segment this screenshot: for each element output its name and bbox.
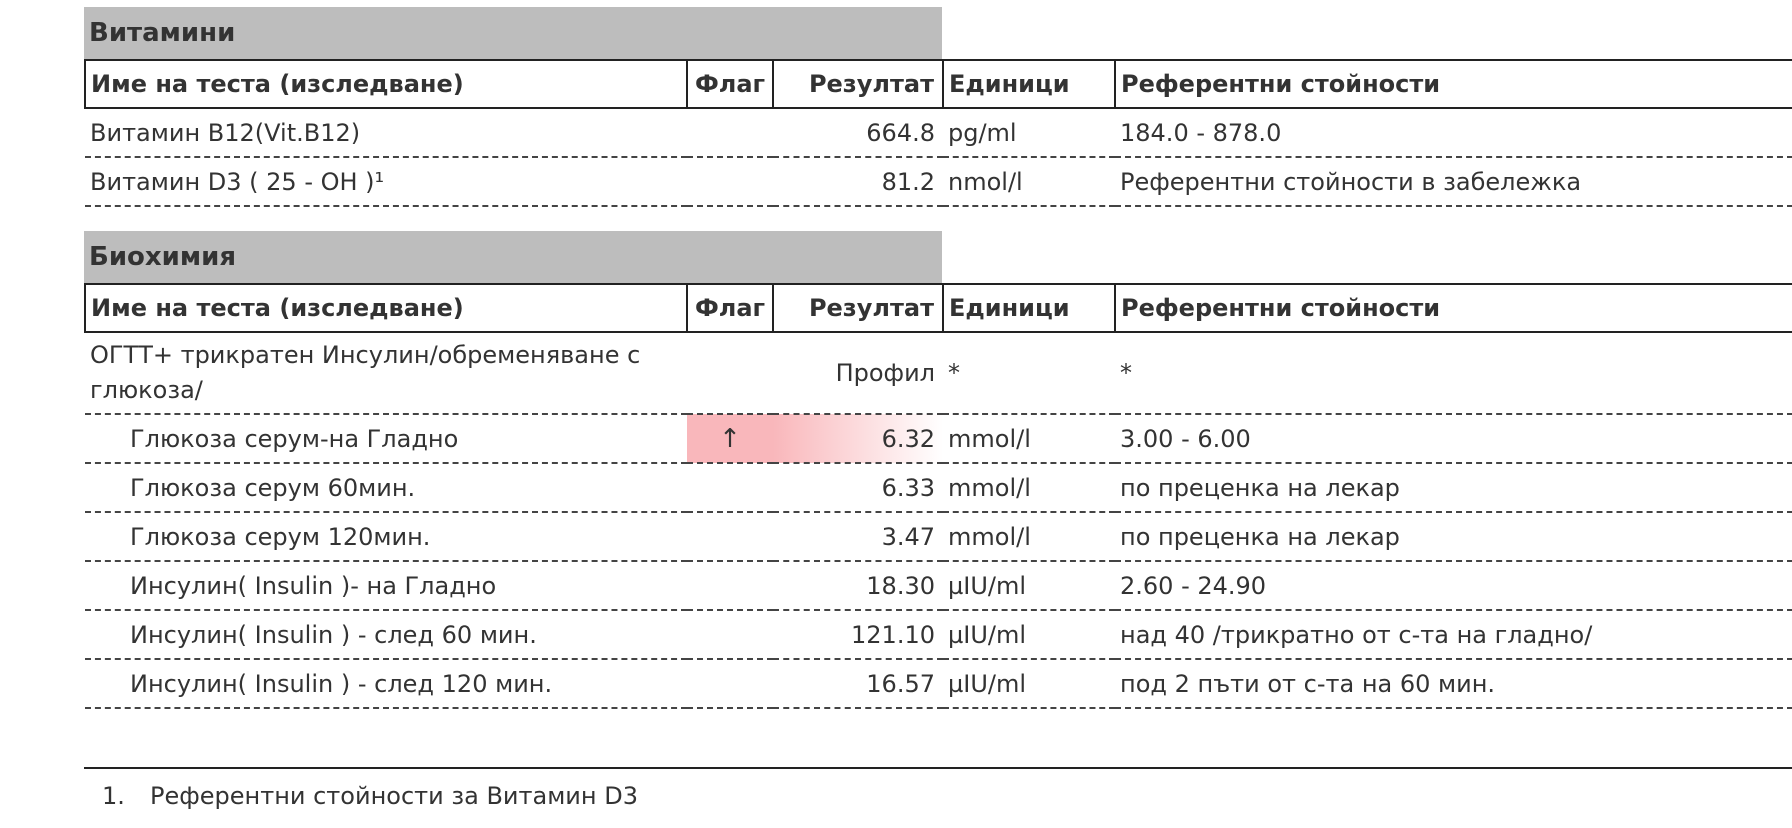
test-result: 81.2 (773, 157, 943, 206)
test-flag (687, 659, 773, 708)
column-header-reference: Референтни стойности (1115, 60, 1792, 108)
test-units: µIU/ml (943, 659, 1115, 708)
section-vitamins (84, 7, 1792, 207)
results-table (84, 59, 1792, 207)
test-name: Витамин D3 ( 25 - OH )¹ (85, 157, 687, 206)
column-header-name: Име на теста (изследване) (85, 60, 687, 108)
footnote (102, 782, 638, 810)
table-header-row (85, 60, 1792, 108)
test-result: 18.30 (773, 561, 943, 610)
test-result: 6.32 (773, 414, 943, 463)
test-result: 6.33 (773, 463, 943, 512)
table-header-row (85, 284, 1792, 332)
test-result: Профил (773, 332, 943, 414)
table-row (85, 512, 1792, 561)
test-reference: 2.60 - 24.90 (1115, 561, 1792, 610)
section-biochemistry (84, 231, 1792, 709)
test-units: nmol/l (943, 157, 1115, 206)
footnote-number: 1. (102, 782, 125, 810)
column-header-reference: Референтни стойности (1115, 284, 1792, 332)
column-header-flag: Флаг (687, 60, 773, 108)
section-title: Биохимия (84, 231, 942, 283)
test-name: Глюкоза серум 60мин. (85, 463, 687, 512)
column-header-result: Резултат (773, 60, 943, 108)
column-header-flag: Флаг (687, 284, 773, 332)
column-header-result: Резултат (773, 284, 943, 332)
test-reference: под 2 пъти от с-та на 60 мин. (1115, 659, 1792, 708)
footnote-text: Референтни стойности за Витамин D3 (150, 782, 638, 810)
test-name: ОГТТ+ трикратен Инсулин/обременяване с глюкоза/ (85, 332, 687, 414)
test-reference: Референтни стойности в забележка (1115, 157, 1792, 206)
column-header-units: Единици (943, 60, 1115, 108)
test-result: 121.10 (773, 610, 943, 659)
test-result: 3.47 (773, 512, 943, 561)
test-units: µIU/ml (943, 610, 1115, 659)
results-table (84, 283, 1792, 709)
test-result: 664.8 (773, 108, 943, 157)
test-units: pg/ml (943, 108, 1115, 157)
test-units: µIU/ml (943, 561, 1115, 610)
table-row (85, 332, 1792, 414)
test-reference: по преценка на лекар (1115, 463, 1792, 512)
footnote-divider (84, 767, 1792, 769)
section-title: Витамини (84, 7, 942, 59)
table-row (85, 157, 1792, 206)
column-header-units: Единици (943, 284, 1115, 332)
test-flag (687, 512, 773, 561)
test-reference: 184.0 - 878.0 (1115, 108, 1792, 157)
test-units: mmol/l (943, 463, 1115, 512)
test-flag (687, 108, 773, 157)
table-row (85, 561, 1792, 610)
test-name: Инсулин( Insulin ) - след 60 мин. (85, 610, 687, 659)
test-units: mmol/l (943, 512, 1115, 561)
test-flag (687, 463, 773, 512)
table-row (85, 659, 1792, 708)
test-name: Инсулин( Insulin )- на Гладно (85, 561, 687, 610)
table-row (85, 414, 1792, 463)
test-reference: по преценка на лекар (1115, 512, 1792, 561)
test-name: Витамин B12(Vit.B12) (85, 108, 687, 157)
lab-results-page (84, 7, 1792, 733)
test-units: * (943, 332, 1115, 414)
test-flag (687, 157, 773, 206)
table-row (85, 463, 1792, 512)
test-reference: над 40 /трикратно от с-та на гладно/ (1115, 610, 1792, 659)
test-reference: 3.00 - 6.00 (1115, 414, 1792, 463)
table-row (85, 610, 1792, 659)
test-name: Глюкоза серум-на Гладно (85, 414, 687, 463)
test-result: 16.57 (773, 659, 943, 708)
test-units: mmol/l (943, 414, 1115, 463)
test-flag (687, 332, 773, 414)
test-flag (687, 561, 773, 610)
test-reference: * (1115, 332, 1792, 414)
flag-high-arrow-icon: ↑ (687, 414, 773, 463)
column-header-name: Име на теста (изследване) (85, 284, 687, 332)
test-name: Инсулин( Insulin ) - след 120 мин. (85, 659, 687, 708)
test-flag (687, 610, 773, 659)
test-name: Глюкоза серум 120мин. (85, 512, 687, 561)
table-row (85, 108, 1792, 157)
